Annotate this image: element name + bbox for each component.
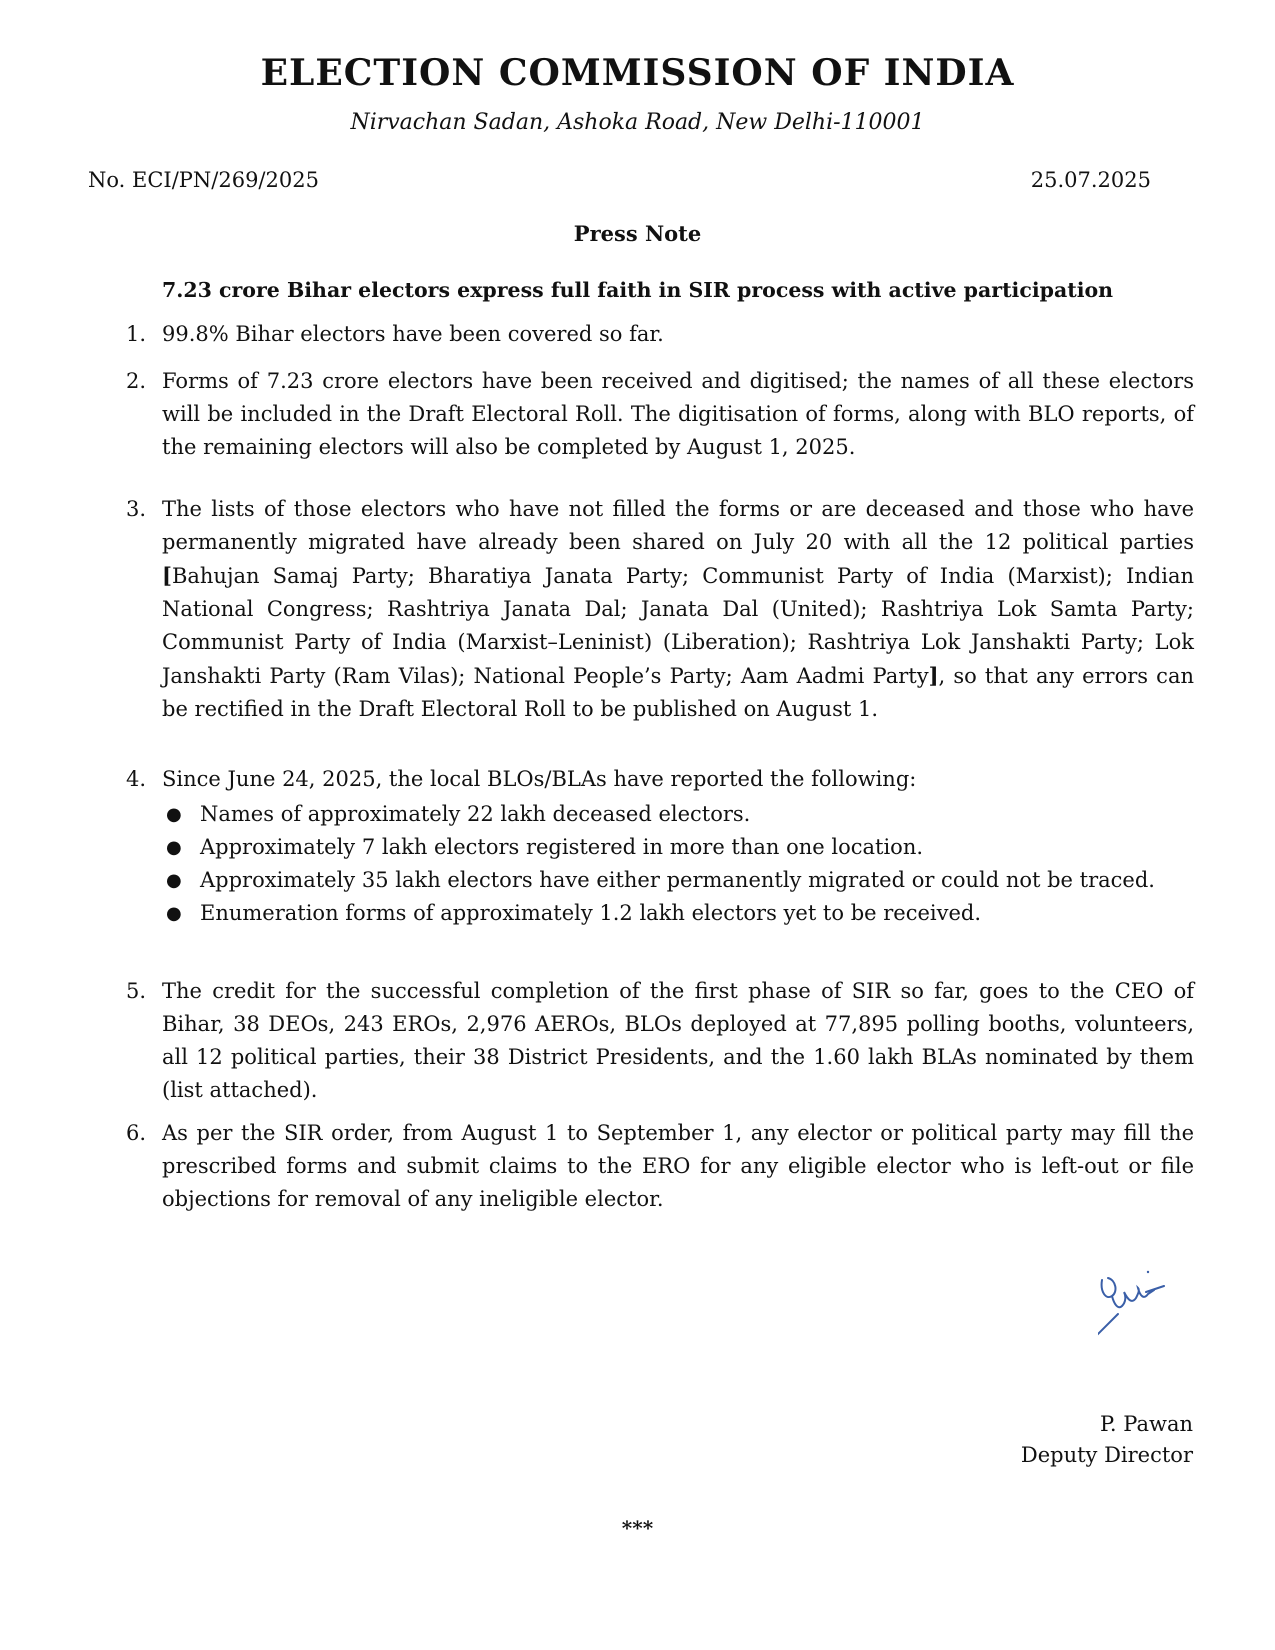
item-text: Forms of 7.23 crore electors have been received and digitised; the names of all these electors will be included in the Draft Electoral Roll. The digitisation of forms, along with BLO reports, of the remaining electors will also be completed by August 1, 2025. (162, 369, 1194, 459)
list-item (126, 1117, 1194, 1216)
item-number: 5. (126, 979, 147, 1003)
bullet-item: ● Enumeration forms of approximately 1.2 lakh electors yet to be received. (126, 897, 1194, 930)
bullet-icon: ● (166, 870, 182, 891)
item-text-outro: , so that any errors can be rectified in the Draft Electoral Roll to be published on August 1. (162, 664, 1194, 721)
list-item (126, 975, 1194, 1107)
document-label: Press Note (573, 221, 702, 246)
bullet-icon: ● (166, 903, 182, 924)
bracket-close: ] (928, 663, 939, 688)
organization-title: ELECTION COMMISSION OF INDIA (260, 52, 1015, 94)
item-number: 4. (126, 767, 147, 791)
item-text: 99.8% Bihar electors have been covered so far. (162, 322, 664, 346)
item-text: Since June 24, 2025, the local BLOs/BLAs have reported the following: (162, 767, 917, 791)
item-number: 1. (126, 322, 147, 346)
item-text: As per the SIR order, from August 1 to September 1, any elector or political party may fill the prescribed forms and submit claims to the ERO for any eligible elector who is left-out or file objections for removal of any ineligible elector. (162, 1121, 1194, 1211)
list-item (126, 763, 1194, 930)
bullet-item: ● Approximately 35 lakh electors have either permanently migrated or could not be traced. (126, 864, 1194, 897)
organization-address: Nirvachan Sadan, Ashoka Road, New Delhi-110001 (350, 110, 925, 135)
headline: 7.23 crore Bihar electors express full faith in SIR process with active participation (161, 278, 1114, 302)
bullet-list (126, 798, 1194, 930)
list-item (126, 493, 1194, 726)
end-mark: *** (621, 1516, 654, 1540)
bullet-icon: ● (166, 804, 182, 825)
bullet-icon: ● (166, 837, 182, 858)
document-date: 25.07.2025 (1030, 168, 1151, 192)
item-number: 3. (126, 497, 147, 521)
reference-number: No. ECI/PN/269/2025 (88, 168, 319, 192)
bullet-item: ● Approximately 7 lakh electors registered in more than one location. (126, 831, 1194, 864)
bracket-open: [ (162, 563, 172, 588)
party-list: Bahujan Samaj Party; Bharatiya Janata Party; Communist Party of India (Marxist); Indian National Congress; Rashtriya Janata Dal; Janata Dal (United); Rashtriya Lok Samta Party; Communist Party of India (Marxist–Leninist) (Liberation); Rashtriya Lok Janshakti Party; Lok Janshakti Party (Ram Vilas); National People’s Party; Aam Aadmi Party (162, 564, 1194, 688)
bullet-item: ● Names of approximately 22 lakh deceased electors. (126, 798, 1194, 831)
handwritten-signature (1098, 1270, 1188, 1350)
item-text-intro: The lists of those electors who have not filled the forms or are deceased and those who have permanently migrated have already been shared on July 20 with all the 12 political parties (162, 497, 1194, 554)
list-item (126, 365, 1194, 464)
item-text (162, 493, 1194, 726)
item-number: 2. (126, 369, 147, 393)
item-text: The credit for the successful completion of the first phase of SIR so far, goes to the CEO of Bihar, 38 DEOs, 243 EROs, 2,976 AEROs, BLOs deployed at 77,895 polling booths, volunteers, all 12 political parties, their 38 District Presidents, and the 1.60 lakh BLAs nominated by them (list attached). (162, 979, 1194, 1102)
list-item (126, 318, 1194, 351)
signatory-designation: Deputy Director (1020, 1443, 1193, 1467)
signatory-name: P. Pawan (1100, 1412, 1193, 1436)
item-number: 6. (126, 1121, 147, 1145)
